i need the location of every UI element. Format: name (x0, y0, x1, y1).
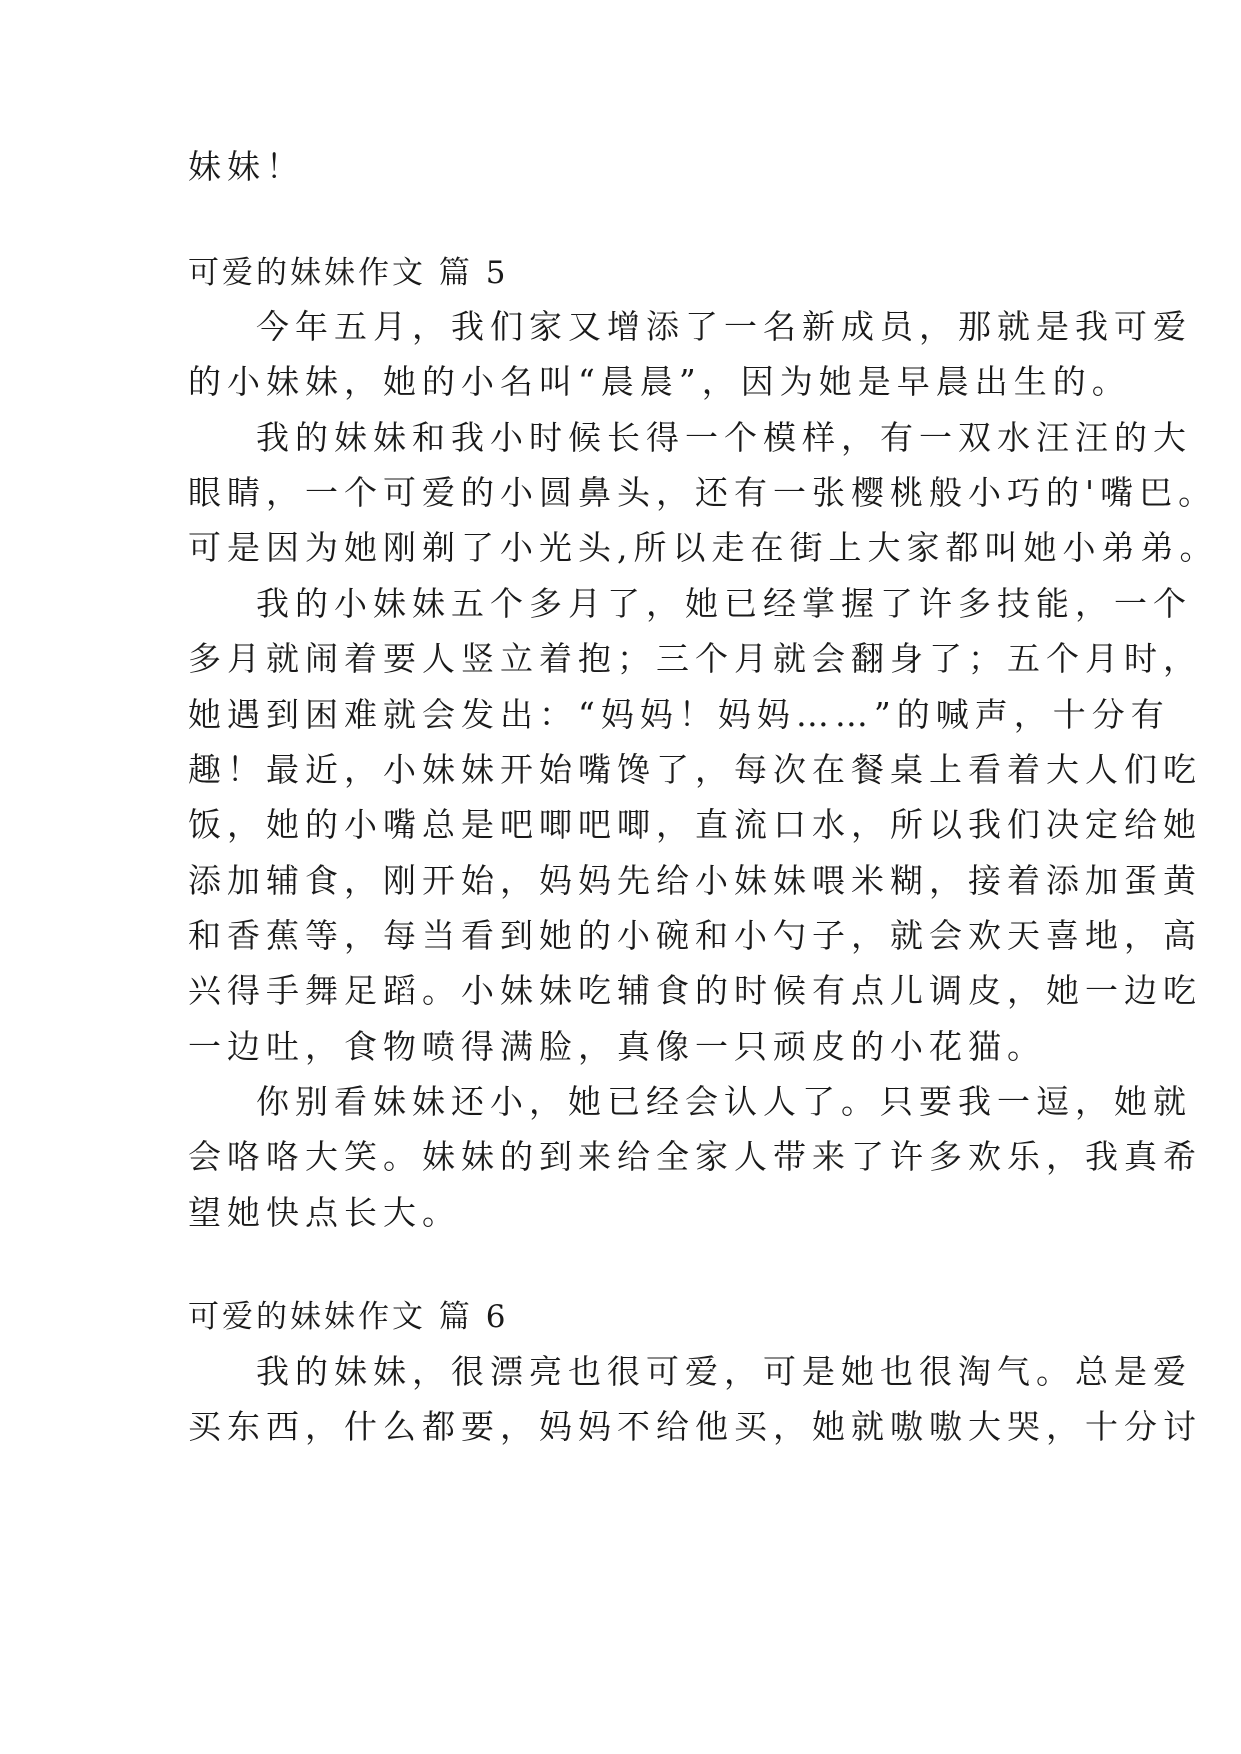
section-heading-6: 可爱的妹妹作文 篇 6 (188, 1299, 509, 1335)
text-line: 妹妹！ (188, 147, 305, 186)
text-line: 和香蕉等，每当看到她的小碗和小勺子，就会欢天喜地，高 (188, 916, 1202, 955)
text-line: 她遇到困难就会发出：“妈妈！妈妈……”的喊声，十分有 (188, 695, 1170, 734)
text-line: 趣！最近，小妹妹开始嘴馋了，每次在餐桌上看着大人们吃 (188, 750, 1202, 789)
text-line: 我的妹妹，很漂亮也很可爱，可是她也很淘气。总是爱 (256, 1352, 1192, 1391)
text-line: 你别看妹妹还小，她已经会认人了。只要我一逗，她就 (256, 1082, 1192, 1121)
text-line: 买东西，什么都要，妈妈不给他买，她就嗷嗷大哭，十分讨 (188, 1407, 1202, 1446)
text-line: 眼睛，一个可爱的小圆鼻头，还有一张樱桃般小巧的'嘴巴。 (188, 473, 1218, 512)
text-line: 的小妹妹，她的小名叫“晨晨”，因为她是早晨出生的。 (188, 362, 1131, 401)
text-line: 添加辅食，刚开始，妈妈先给小妹妹喂米糊，接着添加蛋黄 (188, 861, 1202, 900)
text-line: 今年五月，我们家又增添了一名新成员，那就是我可爱 (256, 307, 1192, 346)
text-line: 可是因为她刚剃了小光头,所以走在街上大家都叫她小弟弟。 (188, 528, 1219, 567)
text-line: 一边吐，食物喷得满脸，真像一只顽皮的小花猫。 (188, 1027, 1046, 1066)
section-heading-5: 可爱的妹妹作文 篇 5 (188, 255, 509, 291)
text-line: 我的小妹妹五个多月了，她已经掌握了许多技能，一个 (256, 584, 1192, 623)
text-line: 我的妹妹和我小时候长得一个模样，有一双水汪汪的大 (256, 418, 1192, 457)
text-line: 望她快点长大。 (188, 1193, 461, 1232)
text-line: 多月就闹着要人竖立着抱；三个月就会翻身了；五个月时， (188, 639, 1202, 678)
text-line: 会咯咯大笑。妹妹的到来给全家人带来了许多欢乐，我真希 (188, 1137, 1202, 1176)
text-line: 兴得手舞足蹈。小妹妹吃辅食的时候有点儿调皮，她一边吃 (188, 971, 1202, 1010)
text-line: 饭，她的小嘴总是吧唧吧唧，直流口水，所以我们决定给她 (188, 805, 1202, 844)
